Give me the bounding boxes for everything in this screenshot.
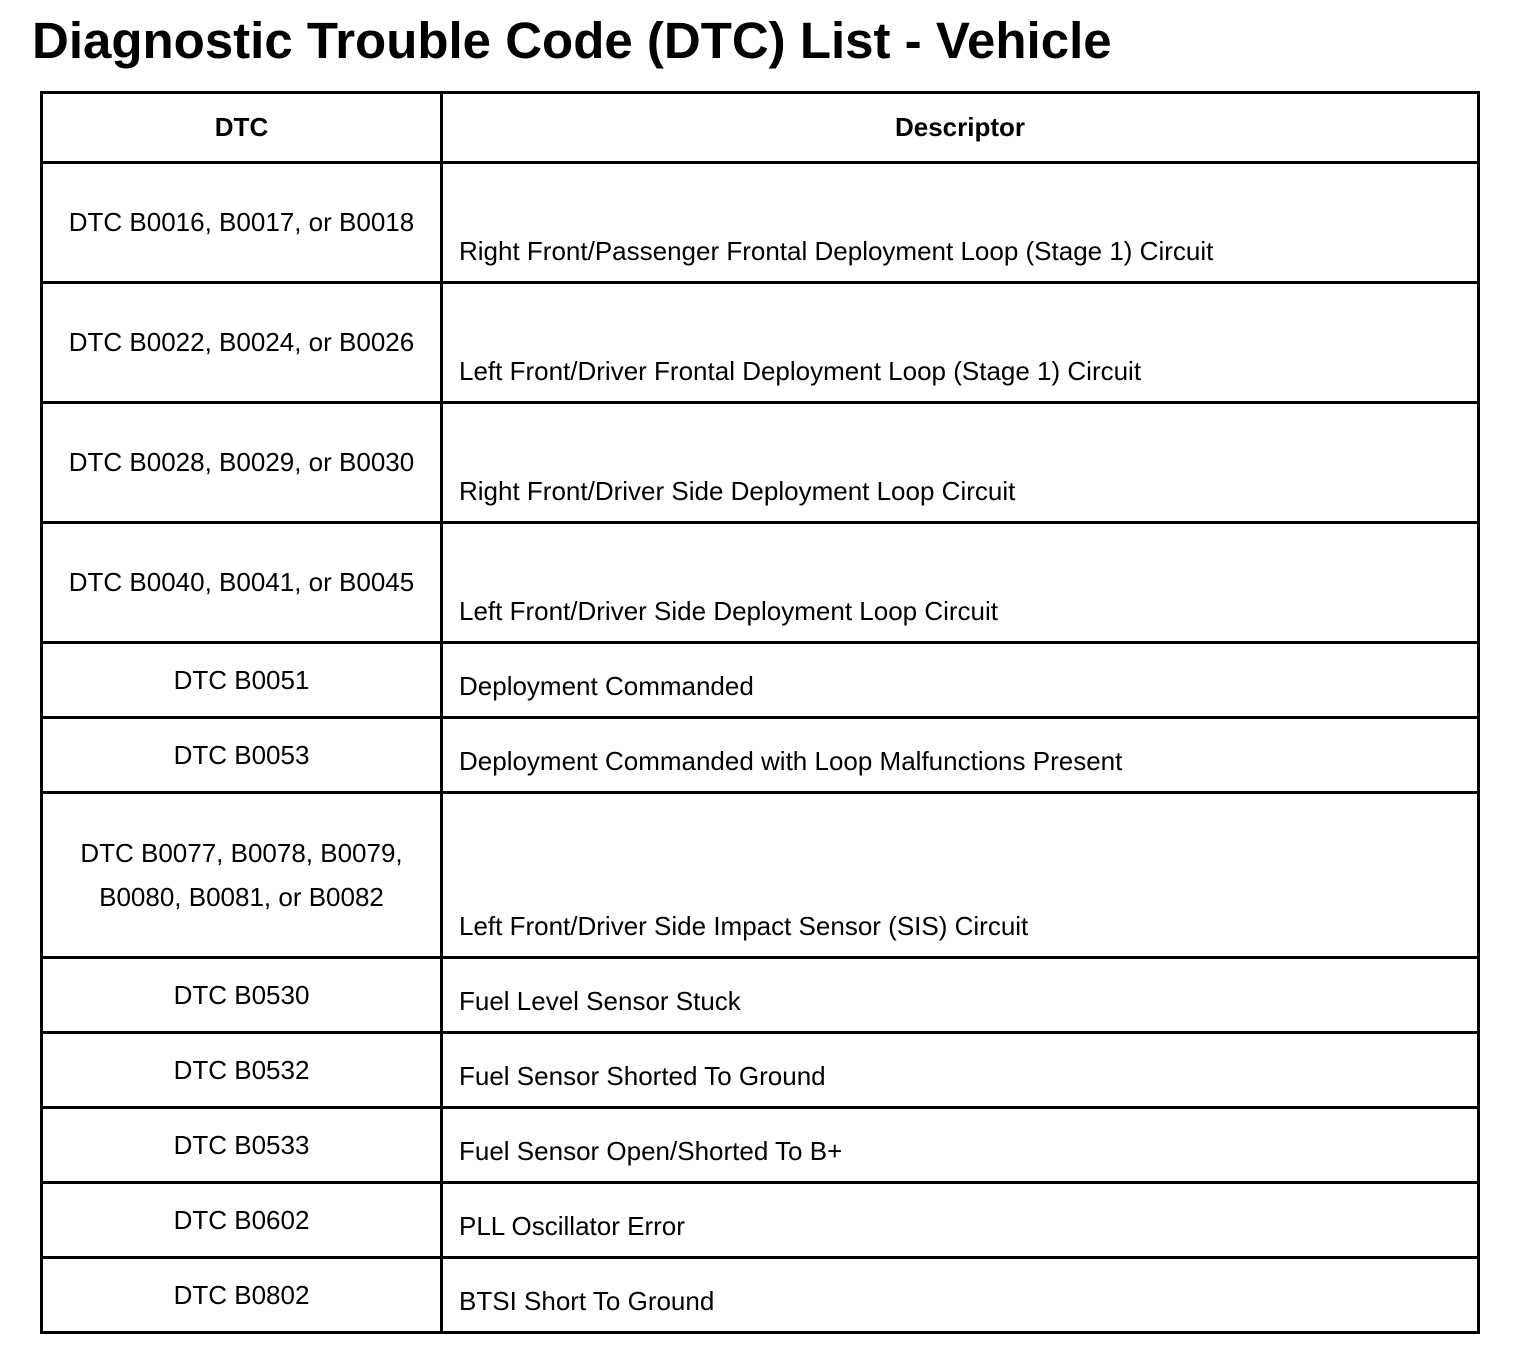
table-row: [42, 958, 1479, 1033]
dtc-code-cell: DTC B0533: [42, 1108, 442, 1183]
table-row: [42, 1258, 1479, 1333]
table-row: [42, 1033, 1479, 1108]
dtc-code-cell: DTC B0016, B0017, or B0018: [42, 163, 442, 283]
dtc-code-cell: DTC B0602: [42, 1183, 442, 1258]
dtc-code-cell: DTC B0053: [42, 718, 442, 793]
descriptor-cell: Left Front/Driver Side Impact Sensor (SIS) Circuit: [442, 793, 1479, 958]
page-title: Diagnostic Trouble Code (DTC) List - Vehicle: [32, 12, 1112, 69]
descriptor-cell: Right Front/Driver Side Deployment Loop Circuit: [442, 403, 1479, 523]
descriptor-cell: PLL Oscillator Error: [442, 1183, 1479, 1258]
table-row: [42, 523, 1479, 643]
table-row: [42, 1183, 1479, 1258]
descriptor-cell: Deployment Commanded: [442, 643, 1479, 718]
dtc-code-cell: DTC B0028, B0029, or B0030: [42, 403, 442, 523]
column-header-dtc: DTC: [42, 93, 442, 163]
table-row: [42, 718, 1479, 793]
dtc-code-cell: DTC B0040, B0041, or B0045: [42, 523, 442, 643]
dtc-code-cell: DTC B0802: [42, 1258, 442, 1333]
dtc-code-cell: DTC B0530: [42, 958, 442, 1033]
dtc-code-cell: DTC B0051: [42, 643, 442, 718]
table-row: [42, 1108, 1479, 1183]
descriptor-cell: Fuel Level Sensor Stuck: [442, 958, 1479, 1033]
dtc-code-cell: DTC B0077, B0078, B0079, B0080, B0081, or B0082: [42, 793, 442, 958]
descriptor-cell: Left Front/Driver Side Deployment Loop Circuit: [442, 523, 1479, 643]
table-header-row: [42, 93, 1479, 163]
table-row: [42, 643, 1479, 718]
table-row: [42, 793, 1479, 958]
descriptor-cell: Left Front/Driver Frontal Deployment Loop (Stage 1) Circuit: [442, 283, 1479, 403]
dtc-code-cell: DTC B0022, B0024, or B0026: [42, 283, 442, 403]
descriptor-cell: Fuel Sensor Open/Shorted To B+: [442, 1108, 1479, 1183]
dtc-table: [40, 91, 1480, 1334]
descriptor-cell: Fuel Sensor Shorted To Ground: [442, 1033, 1479, 1108]
column-header-descriptor: Descriptor: [442, 93, 1479, 163]
table-row: [42, 403, 1479, 523]
dtc-code-cell: DTC B0532: [42, 1033, 442, 1108]
descriptor-cell: Deployment Commanded with Loop Malfunctions Present: [442, 718, 1479, 793]
table-row: [42, 163, 1479, 283]
table-row: [42, 283, 1479, 403]
descriptor-cell: BTSI Short To Ground: [442, 1258, 1479, 1333]
descriptor-cell: Right Front/Passenger Frontal Deployment Loop (Stage 1) Circuit: [442, 163, 1479, 283]
